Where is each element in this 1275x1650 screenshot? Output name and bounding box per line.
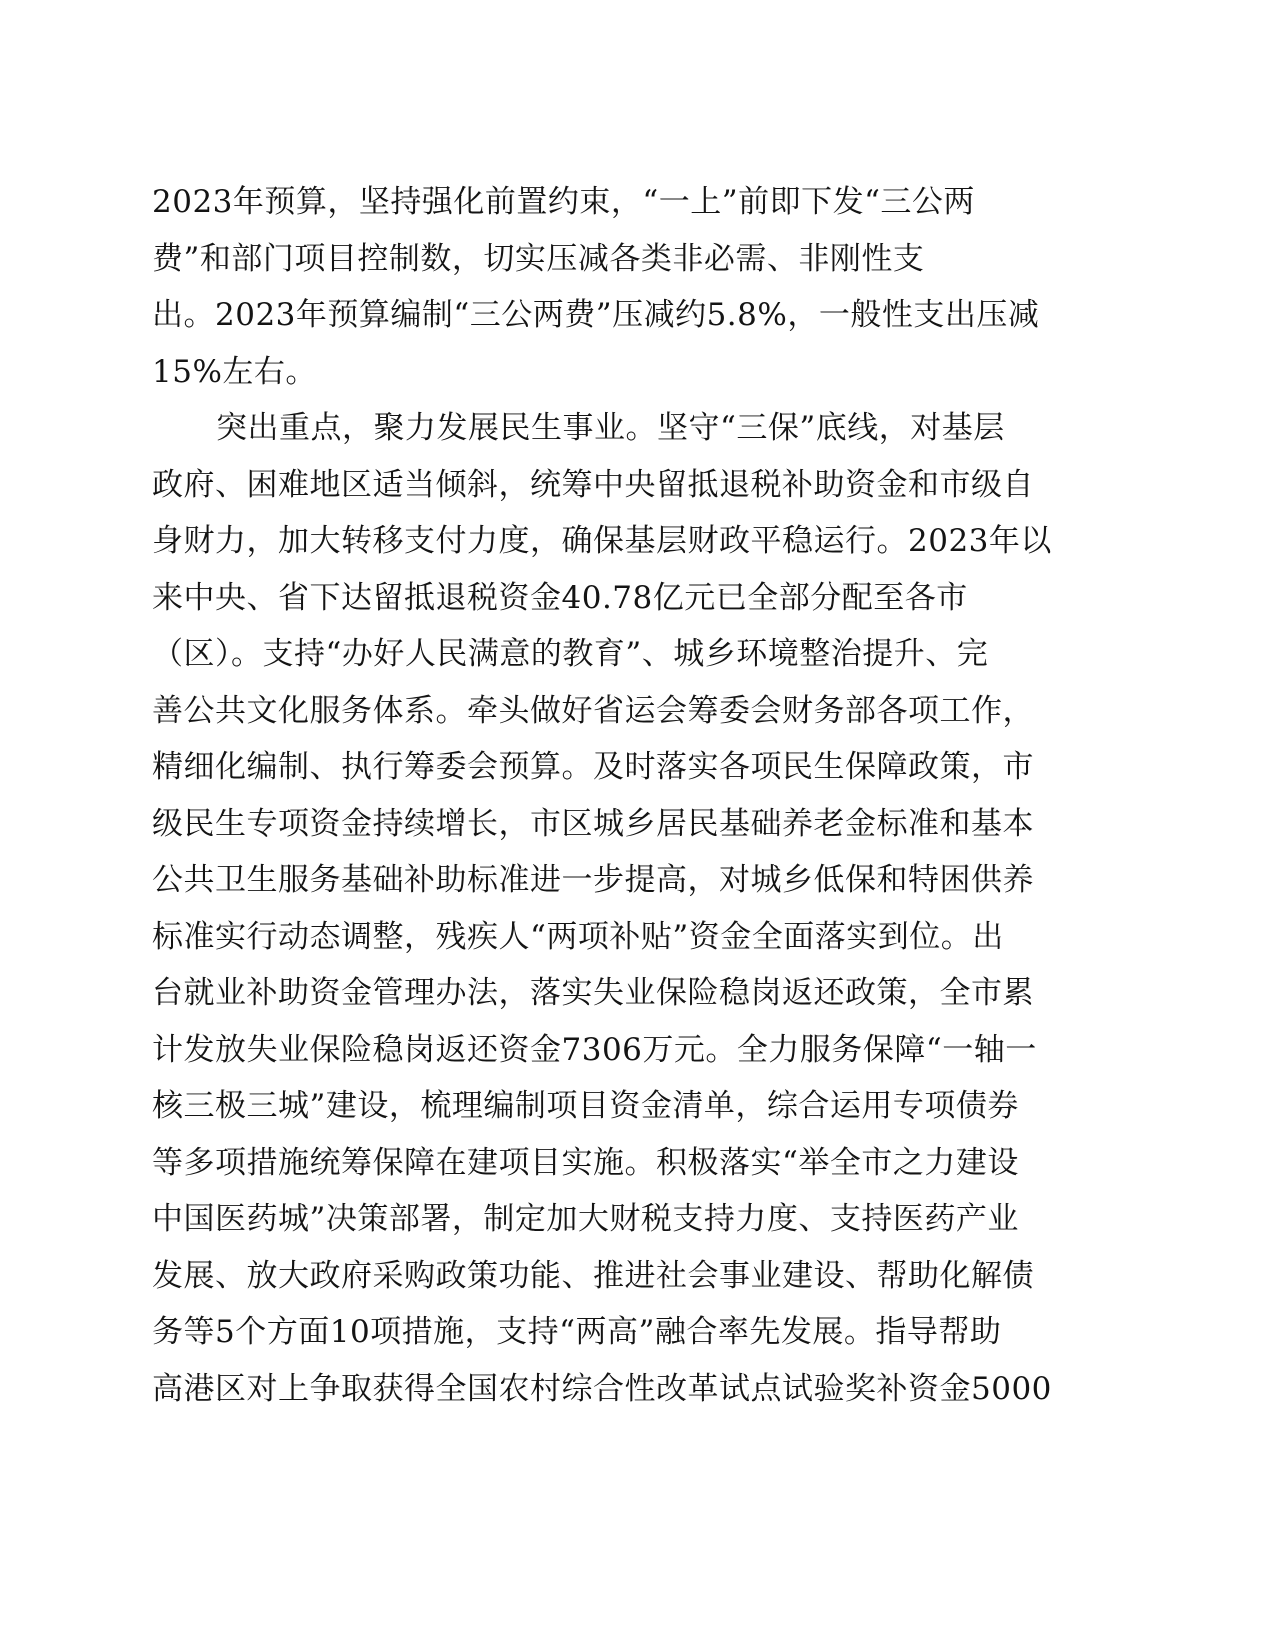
text-line: 善公共文化服务体系。牵头做好省运会筹委会财务部各项工作， <box>152 692 1034 729</box>
text-line: （区）。支持“办好人民满意的教育”、城乡环境整治提升、完 <box>152 636 989 672</box>
text-line: 标准实行动态调整，残疾人“两项补贴”资金全面落实到位。出 <box>152 918 1004 955</box>
text-line: 高港区对上争取获得全国农村综合性改革试点试验奖补资金5000 <box>152 1370 1052 1407</box>
document-body <box>152 174 1082 1417</box>
paragraph-livelihood-focus <box>152 400 1082 1417</box>
text-line: 费”和部门项目控制数，切实压减各类非必需、非刚性支 <box>152 240 925 277</box>
text-line: 精细化编制、执行筹委会预算。及时落实各项民生保障政策，市 <box>152 749 1034 785</box>
text-line: 中国医药城”决策部署，制定加大财税支持力度、支持医药产业 <box>152 1201 1019 1237</box>
text-line: 身财力，加大转移支付力度，确保基层财政平稳运行。2023年以 <box>152 523 1052 559</box>
text-line: 发展、放大政府采购政策功能、推进社会事业建设、帮助化解债 <box>152 1257 1034 1294</box>
text-line: 公共卫生服务基础补助标准进一步提高，对城乡低保和特困供养 <box>152 862 1034 898</box>
text-line: 来中央、省下达留抵退税资金40.78亿元已全部分配至各市 <box>152 579 968 616</box>
text-line: 出。2023年预算编制“三公两费”压减约5.8%，一般性支出压减 <box>152 297 1040 333</box>
text-line: 级民生专项资金持续增长，市区城乡居民基础养老金标准和基本 <box>152 805 1034 842</box>
text-line: 计发放失业保险稳岗返还资金7306万元。全力服务保障“一轴一 <box>152 1031 1037 1068</box>
text-line: 2023年预算，坚持强化前置约束，“一上”前即下发“三公两 <box>152 184 975 220</box>
text-line: 务等5个方面10项措施，支持“两高”融合率先发展。指导帮助 <box>152 1314 1002 1350</box>
text-line: 突出重点，聚力发展民生事业。坚守“三保”底线，对基层 <box>216 410 1005 446</box>
text-line: 15%左右。 <box>152 353 317 390</box>
text-line: 政府、困难地区适当倾斜，统筹中央留抵退税补助资金和市级自 <box>152 466 1034 503</box>
paragraph-budget-constraints <box>152 174 1082 400</box>
text-line: 等多项措施统筹保障在建项目实施。积极落实“举全市之力建设 <box>152 1144 1019 1181</box>
text-line: 核三极三城”建设，梳理编制项目资金清单，综合运用专项债券 <box>152 1088 1019 1124</box>
text-line: 台就业补助资金管理办法，落实失业保险稳岗返还政策，全市累 <box>152 975 1034 1011</box>
